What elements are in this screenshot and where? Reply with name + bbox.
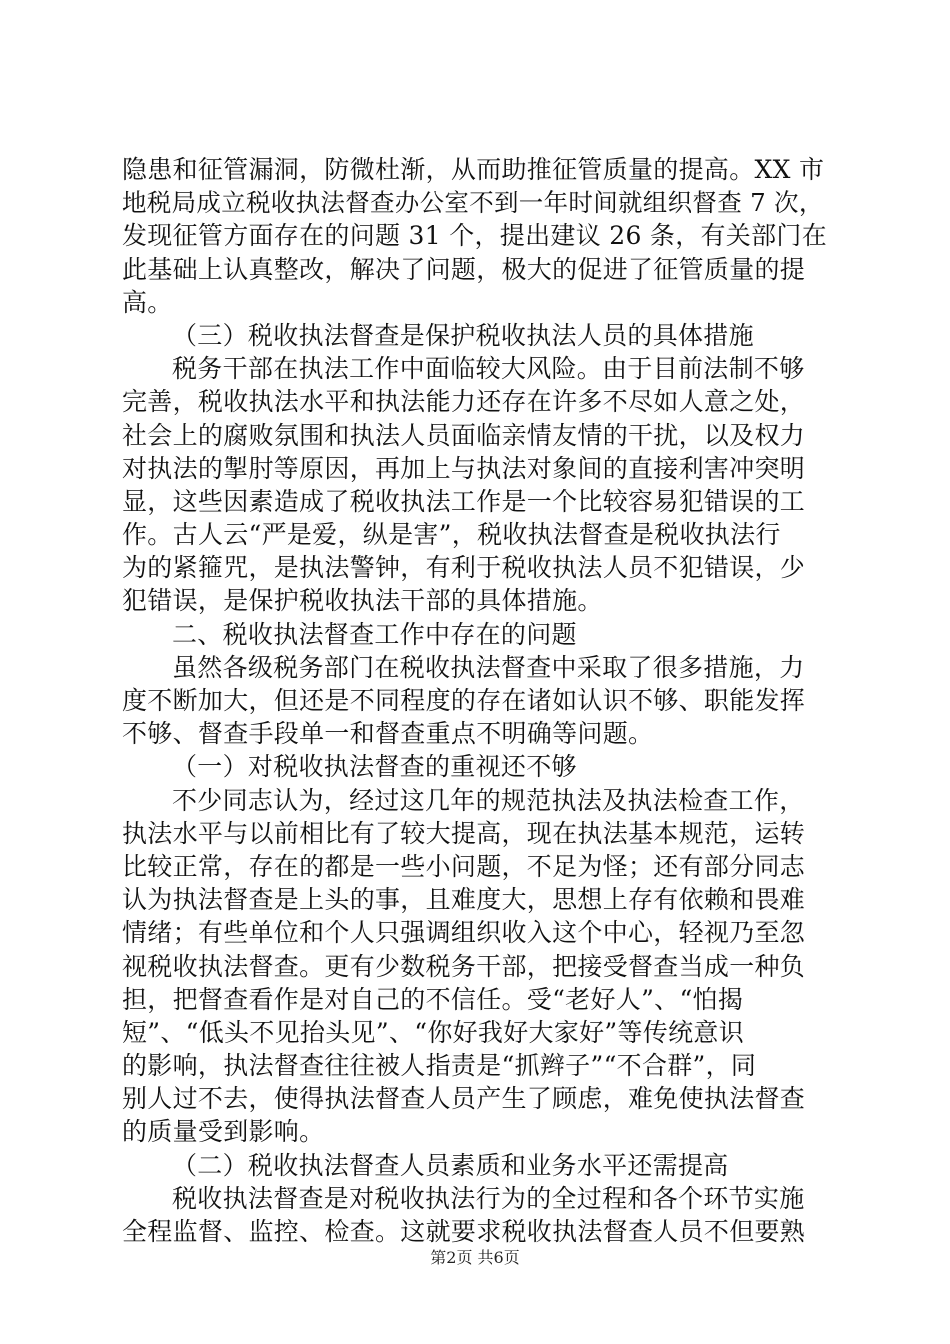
- text-line: 认为执法督查是上头的事，且难度大，思想上存有依赖和畏难: [122, 885, 806, 915]
- text-line: 税务干部在执法工作中面临较大风险。由于目前法制不够: [172, 354, 805, 384]
- text-line: 社会上的腐败氛围和执法人员面临亲情友情的干扰，以及权力: [122, 420, 806, 450]
- text-line: 全程监督、监控、检查。这就要求税收执法督查人员不但要熟: [122, 1217, 806, 1246]
- text-line: 高。: [122, 287, 173, 317]
- page-footer: 第2页 共6页: [430, 1248, 520, 1267]
- text-line: 的质量受到影响。: [122, 1117, 325, 1147]
- text-line: 短”、“低头不见抬头见”、“你好我好大家好”等传统意识: [122, 1017, 745, 1047]
- text-line: 完善，税收执法水平和执法能力还存在许多不尽如人意之处，: [122, 387, 806, 417]
- text-line: 虽然各级税务部门在税收执法督查中采取了很多措施，力: [172, 652, 805, 682]
- text-line: 度不断加大，但还是不同程度的存在诸如认识不够、职能发挥: [122, 686, 806, 715]
- section-heading: （二）税收执法督查人员素质和业务水平还需提高: [172, 1150, 729, 1180]
- text-line: 税收执法督查是对税收执法行为的全过程和各个环节实施: [172, 1183, 805, 1213]
- text-line: 地税局成立税收执法督查办公室不到一年时间就组织督查 7 次，: [122, 188, 824, 218]
- text-line: 情绪；有些单位和个人只强调组织收入这个中心，轻视乃至忽: [122, 918, 806, 948]
- section-heading: （一）对税收执法督查的重视还不够: [172, 752, 577, 782]
- text-line: 不少同志认为，经过这几年的规范执法及执法检查工作，: [172, 785, 805, 815]
- section-heading: （三）税收执法督查是保护税收执法人员的具体措施: [172, 320, 754, 350]
- text-line: 为的紧箍咒，是执法警钟，有利于税收执法人员不犯错误，少: [122, 553, 806, 583]
- text-line: 显，这些因素造成了税收执法工作是一个比较容易犯错误的工: [122, 486, 806, 516]
- body-text: [122, 153, 834, 1248]
- section-heading: 二、税收执法督查工作中存在的问题: [172, 619, 577, 649]
- text-line: 发现征管方面存在的问题 31 个，提出建议 26 条，有关部门在: [122, 221, 828, 251]
- text-line: 执法水平与以前相比有了较大提高，现在执法基本规范，运转: [122, 818, 806, 848]
- text-line: 比较正常，存在的都是一些小问题，不足为怪；还有部分同志: [122, 851, 806, 881]
- text-line: 隐患和征管漏洞，防微杜渐，从而助推征管质量的提高。XX 市: [122, 155, 825, 184]
- text-line: 视税收执法督查。更有少数税务干部，把接受督查当成一种负: [122, 951, 806, 981]
- text-line: 的影响，执法督查往往被人指责是“抓辫子”“不合群”，同: [122, 1051, 757, 1081]
- text-line: 别人过不去，使得执法督查人员产生了顾虑，难免使执法督查: [122, 1084, 806, 1114]
- text-line: 担，把督查看作是对自己的不信任。受“老好人”、“怕揭: [122, 984, 744, 1014]
- text-line: 对执法的掣肘等原因，再加上与执法对象间的直接利害冲突明: [122, 453, 806, 483]
- text-line: 作。古人云“严是爱，纵是害”，税收执法督查是税收执法行: [122, 520, 781, 550]
- text-line: 不够、督查手段单一和督查重点不明确等问题。: [122, 719, 654, 749]
- text-line: 犯错误，是保护税收执法干部的具体措施。: [122, 586, 603, 616]
- text-line: 此基础上认真整改，解决了问题，极大的促进了征管质量的提: [122, 254, 806, 284]
